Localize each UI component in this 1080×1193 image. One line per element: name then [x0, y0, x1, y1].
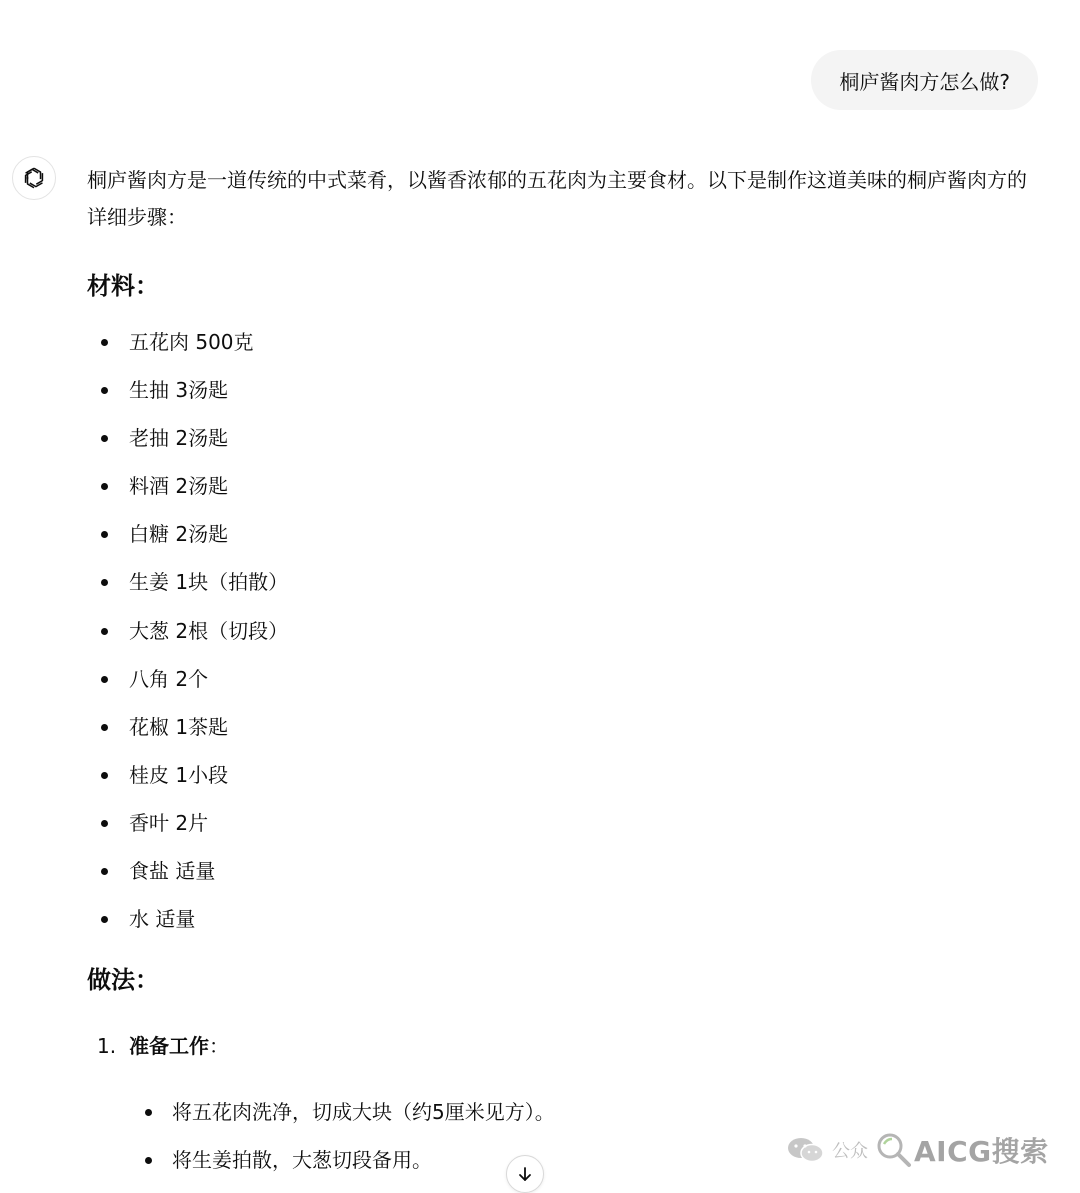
arrow-down-icon	[516, 1165, 534, 1183]
ingredient-list	[87, 318, 1037, 943]
substep-item: 将生姜拍散，大葱切段备用。	[129, 1140, 555, 1188]
ingredient-item: 水 适量	[87, 895, 1037, 943]
watermark-text: AICG搜索	[914, 1135, 1049, 1168]
ingredient-item: 白糖 2汤匙	[87, 510, 1037, 558]
ingredient-item: 花椒 1茶匙	[87, 703, 1037, 751]
step-title: 准备工作	[129, 1034, 209, 1058]
watermark	[786, 1128, 1049, 1172]
user-message-text: 桐庐酱肉方怎么做?	[839, 69, 1010, 94]
substep-list	[129, 1092, 555, 1188]
method-heading: 做法：	[87, 966, 159, 994]
materials-heading: 材料：	[87, 272, 159, 300]
openai-logo-icon	[21, 165, 47, 191]
ingredient-item: 八角 2个	[87, 655, 1037, 703]
scroll-to-bottom-button[interactable]	[506, 1155, 544, 1193]
watermark-prefix: 公众	[832, 1141, 868, 1162]
wechat-icon	[786, 1135, 826, 1165]
ingredient-item: 香叶 2片	[87, 799, 1037, 847]
ingredient-item: 老抽 2汤匙	[87, 414, 1037, 462]
assistant-avatar	[12, 156, 56, 200]
step-item	[97, 1030, 229, 1062]
ingredient-item: 生抽 3汤匙	[87, 366, 1037, 414]
ingredient-item: 五花肉 500克	[87, 318, 1037, 366]
ingredient-item: 食盐 适量	[87, 847, 1037, 895]
ingredient-item: 大葱 2根（切段）	[87, 607, 1037, 655]
step-number: 1.	[97, 1034, 117, 1058]
ingredient-item: 桂皮 1小段	[87, 751, 1037, 799]
substep-item: 将五花肉洗净，切成大块（约5厘米见方）。	[129, 1092, 555, 1140]
ingredient-item: 生姜 1块（拍散）	[87, 558, 1037, 606]
user-message-bubble	[811, 50, 1038, 110]
intro-paragraph: 桐庐酱肉方是一道传统的中式菜肴，以酱香浓郁的五花肉为主要食材。以下是制作这道美味的桐庐酱肉方的详细步骤：	[87, 168, 1027, 229]
magnifier-icon	[874, 1130, 914, 1170]
ingredient-item: 料酒 2汤匙	[87, 462, 1037, 510]
step-title-suffix: ：	[209, 1034, 229, 1058]
